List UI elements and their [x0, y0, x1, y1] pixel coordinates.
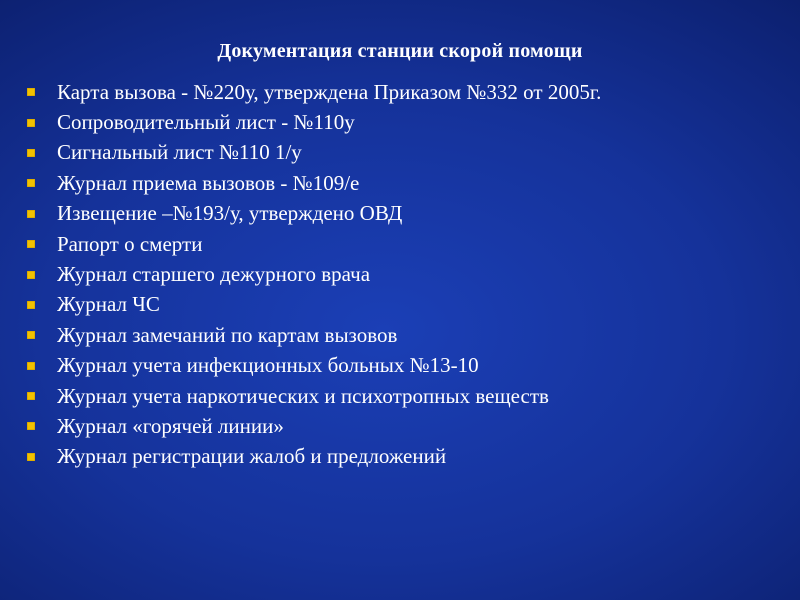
list-item [27, 107, 601, 137]
list-item [27, 138, 601, 168]
list-item [27, 229, 601, 259]
list-item-text: Журнал старшего дежурного врача [57, 262, 371, 287]
list-item-text: Карта вызова - №220у, утверждена Приказом №332 от 2005г. [57, 79, 602, 104]
square-bullet-icon [27, 149, 35, 157]
list-item [27, 320, 601, 350]
list-item-text: Сигнальный лист №110 1/у [57, 140, 302, 165]
square-bullet-icon [27, 453, 35, 461]
list-item [27, 259, 601, 289]
slide-title: Документация станции скорой помощи [217, 40, 583, 62]
list-item [27, 168, 601, 198]
list-item-text: Журнал регистрации жалоб и предложений [57, 444, 447, 469]
list-item [27, 351, 601, 381]
list-item [27, 199, 601, 229]
list-item [27, 290, 601, 320]
square-bullet-icon [27, 271, 35, 279]
square-bullet-icon [27, 179, 35, 187]
square-bullet-icon [27, 331, 35, 339]
list-item-text: Журнал приема вызовов - №109/е [57, 170, 360, 195]
list-item-text: Журнал учета инфекционных больных №13-10 [57, 353, 479, 378]
list-item [27, 442, 601, 472]
list-item-text: Журнал учета наркотических и психотропных веществ [57, 383, 549, 408]
list-item [27, 77, 601, 107]
list-item [27, 381, 601, 411]
square-bullet-icon [27, 240, 35, 248]
square-bullet-icon [27, 301, 35, 309]
list-item-text: Извещение –№193/у, утверждено ОВД [57, 201, 403, 226]
list-item [27, 411, 601, 441]
square-bullet-icon [27, 422, 35, 430]
list-item-text: Сопроводительный лист - №110у [57, 110, 355, 135]
square-bullet-icon [27, 119, 35, 127]
square-bullet-icon [27, 392, 35, 400]
list-item-text: Журнал ЧС [57, 292, 160, 317]
list-item-text: Журнал «горячей линии» [57, 413, 284, 438]
square-bullet-icon [27, 88, 35, 96]
list-item-text: Рапорт о смерти [57, 231, 203, 256]
square-bullet-icon [27, 362, 35, 370]
list-item-text: Журнал замечаний по картам вызовов [57, 322, 398, 347]
document-list [27, 77, 601, 472]
square-bullet-icon [27, 210, 35, 218]
